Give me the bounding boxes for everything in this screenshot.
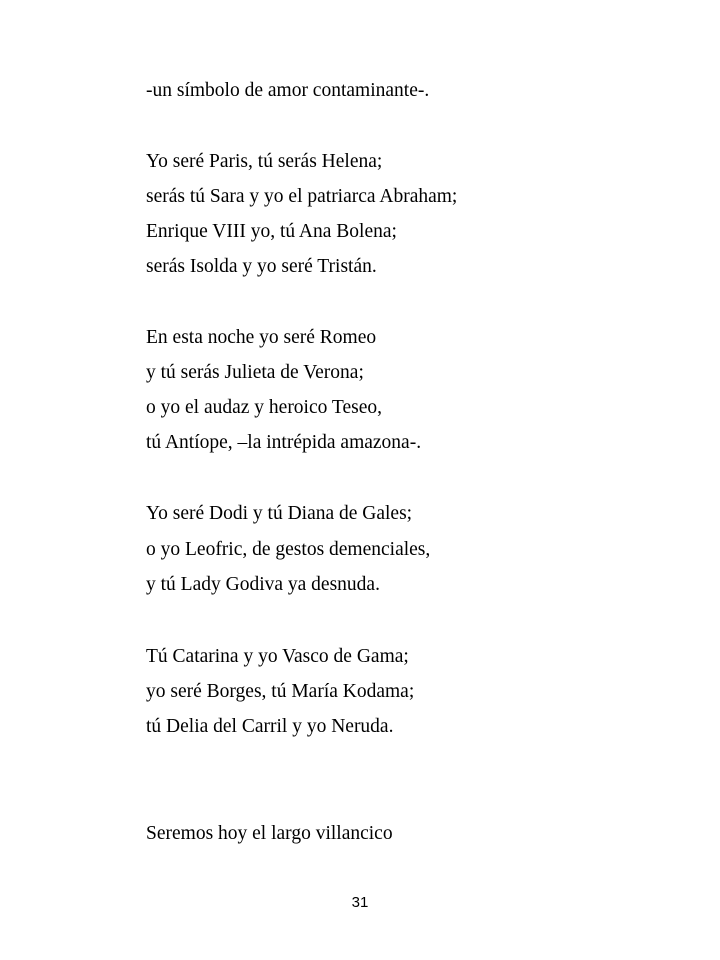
- poem-line: En esta noche yo seré Romeo: [146, 327, 377, 348]
- poem-line: serás Isolda y yo seré Tristán.: [146, 256, 377, 277]
- poem-line: serás tú Sara y yo el patriarca Abraham;: [146, 186, 458, 207]
- poem-line: Yo seré Dodi y tú Diana de Gales;: [146, 503, 413, 524]
- poem-line: y tú Lady Godiva ya desnuda.: [146, 574, 380, 595]
- page-number: 31: [351, 894, 369, 911]
- poem-line: Tú Catarina y yo Vasco de Gama;: [146, 646, 409, 667]
- poem-line: tú Delia del Carril y yo Neruda.: [146, 716, 394, 737]
- poem-line: Yo seré Paris, tú serás Helena;: [146, 151, 383, 172]
- poem-line: tú Antíope, –la intrépida amazona-.: [146, 432, 422, 453]
- poem-line: y tú serás Julieta de Verona;: [146, 362, 364, 383]
- poem-line: o yo el audaz y heroico Teseo,: [146, 397, 382, 418]
- poem-line: Seremos hoy el largo villancico: [146, 823, 393, 844]
- poem-line: Enrique VIII yo, tú Ana Bolena;: [146, 221, 397, 242]
- poem-line: yo seré Borges, tú María Kodama;: [146, 681, 415, 702]
- poem-line: -un símbolo de amor contaminante-.: [146, 80, 430, 101]
- poem-line: o yo Leofric, de gestos demenciales,: [146, 539, 431, 560]
